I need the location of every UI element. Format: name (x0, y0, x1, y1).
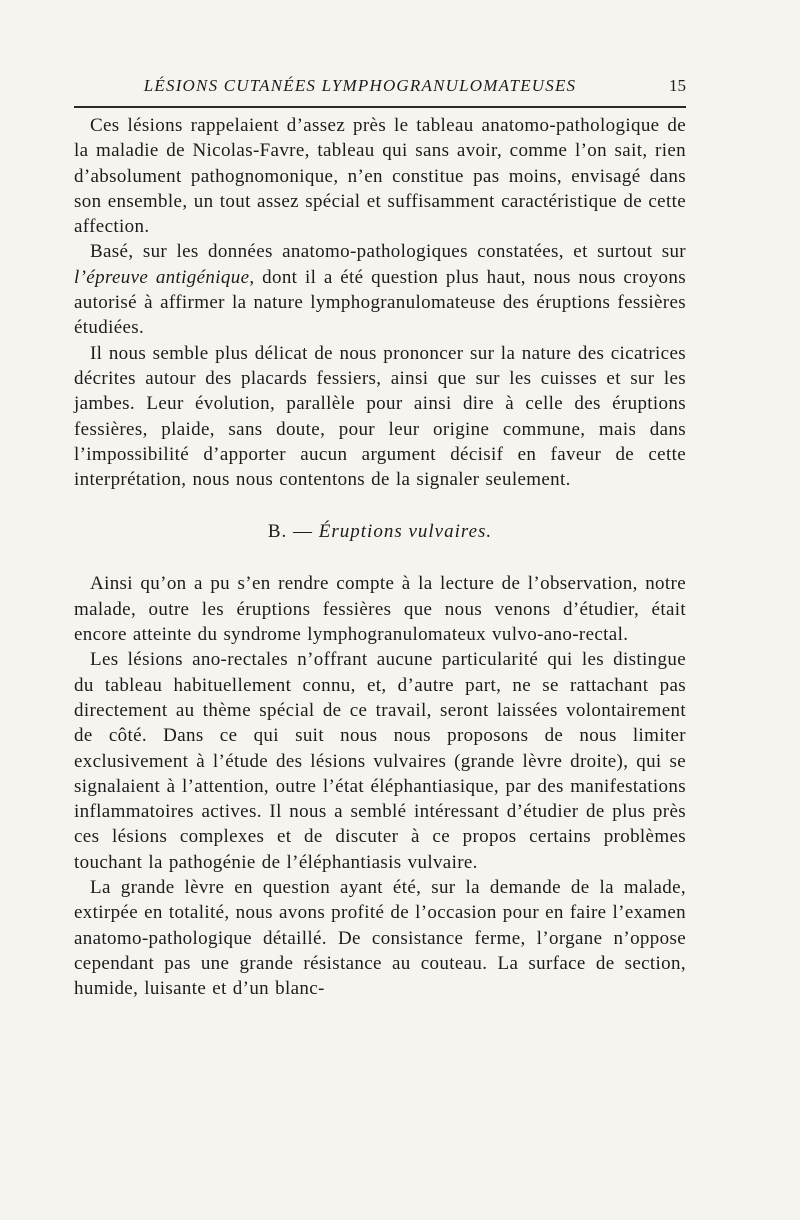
paragraph-1: Ces lésions rappelaient d’assez près le tableau anatomo-pathologique de la maladie de Nicolas-Favre, tableau qui sans avoir, comme l’on sait, rien d’absolument pathognomonique, n’en constitue pas moins, envisagé dans son ensemble, un tout assez spécial et suffisamment caractéristique de cette affection. (74, 115, 686, 238)
paragraph-2 (74, 239, 686, 340)
paragraph-4: Ainsi qu’on a pu s’en rendre compte à la lecture de l’observation, notre malade, outre les éruptions fessières que nous venons d’étudier, était encore atteinte du syndrome lymphogranulomateux vulvo-ano-rectal. (74, 573, 686, 646)
section-heading (74, 519, 686, 544)
body-text (74, 113, 686, 1002)
paragraph-3: Il nous semble plus délicat de nous prononcer sur la nature des cicatrices décrites autour des placards fessiers, ainsi que sur les cuisses et sur les jambes. Leur évolution, parallèle pour ainsi dire à celle des éruptions fessières, plaide, sans doute, pour leur origine commune, mais dans l’impossibilité d’apporter aucun argument décisif en faveur de cette interprétation, nous nous contentons de la signaler seulement. (74, 342, 686, 491)
paragraph-6: La grande lèvre en question ayant été, sur la demande de la malade, extirpée en totalité, nous avons profité de l’occasion pour en faire l’examen anatomo-pathologique détaillé. De consistance ferme, l’organe n’oppose cependant pas une grande résistance au couteau. La surface de section, humide, luisante et d’un blanc- (74, 877, 686, 1000)
running-title: LÉSIONS CUTANÉES LYMPHOGRANULOMATEUSES (143, 76, 577, 95)
paragraph-2-end: , dont il a été question plus haut, nous nous croyons autorisé à affirmer la nature lymphogranulomateuse des éruptions fessières étudiées. (74, 266, 686, 339)
running-head (74, 76, 686, 100)
page-number: 15 (669, 76, 686, 95)
paragraph-2-italic: l’épreuve antigénique (74, 266, 250, 288)
section-heading-prefix: B. — (267, 521, 319, 543)
paragraph-5: Les lésions ano-rectales n’offrant aucune particularité qui les distingue du tableau habituellement connu, et, d’autre part, ne se rattachant pas directement au thème spécial de ce travail, seront laissées volontairement de côté. Dans ce qui suit nous nous proposons de nous limiter exclusivement à l’étude des lésions vulvaires (grande lèvre droite), qui se signalaient à l’attention, outre l’état éléphantiasique, par des manifestations inflammatoires actives. Il nous a semblé intéressant d’étudier de plus près ces lésions complexes et de discuter à ce propos certains problèmes touchant la pathogénie de l’éléphantiasis vulvaire. (74, 649, 686, 873)
paragraph-2-start: Basé, sur les données anatomo-pathologiques constatées, et surtout sur (90, 241, 686, 263)
section-heading-title: Éruptions vulvaires. (318, 521, 493, 543)
header-rule (74, 106, 686, 108)
